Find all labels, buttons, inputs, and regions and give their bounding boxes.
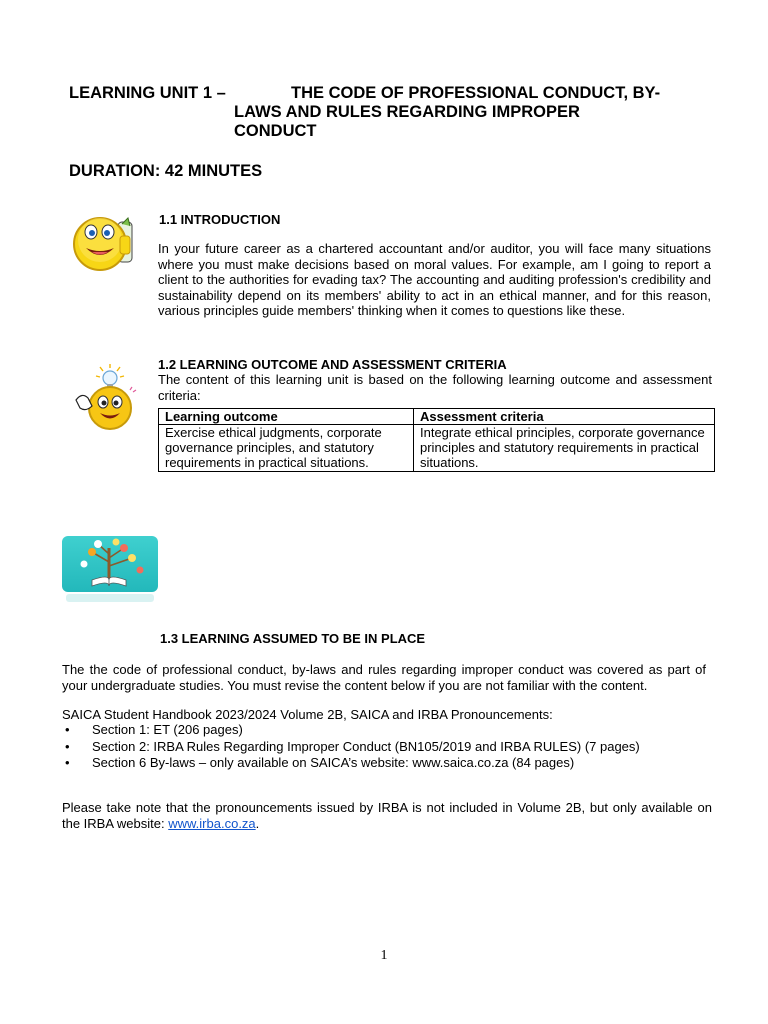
unit-title [234, 84, 714, 141]
table-row [159, 425, 715, 472]
title-line-3: CONDUCT [234, 122, 317, 140]
irba-note [62, 800, 712, 831]
irba-website-link[interactable]: www.irba.co.za [168, 815, 256, 831]
knowledge-tree-book-icon [62, 536, 158, 602]
learning-outcome-table [158, 408, 715, 472]
list-item [62, 739, 640, 756]
duration-heading: DURATION: 42 MINUTES [69, 162, 263, 180]
handbook-reference: SAICA Student Handbook 2023/2024 Volume 2B, SAICA and IRBA Pronouncements: [62, 707, 553, 722]
bullet-icon: • [65, 755, 70, 770]
section-1-2-body: The content of this learning unit is based on the following learning outcome and assessment criteria: [158, 372, 712, 403]
table-header-cell: Assessment criteria [414, 409, 715, 425]
title-line-2: LAWS AND RULES REGARDING IMPROPER [234, 103, 580, 121]
section-1-1-body: In your future career as a chartered accountant and/or auditor, you will face many situations where you must make decisions based on moral values. For example, am I going to report a client to the authorities for evading tax? The accounting and auditing profession's credibility and sustainability depend on its members' ability to act in an ethical manner, and for this reason, various principles guide members' thinking when it comes to questions like these. [158, 241, 711, 318]
section-1-1-heading: 1.1 INTRODUCTION [159, 212, 281, 227]
smiley-lightbulb-icon [72, 362, 138, 434]
resource-list [62, 722, 640, 772]
table-header-cell: Learning outcome [159, 409, 414, 425]
table-cell: Integrate ethical principles, corporate governance principles and statutory requirements in practical situations. [414, 425, 715, 472]
section-1-3-body: The the code of professional conduct, by-laws and rules regarding improper conduct was covered as part of your undergraduate studies. You must revise the content below if you are not familiar with the content. [62, 662, 706, 693]
bullet-icon: • [65, 722, 70, 737]
list-item [62, 722, 640, 739]
bullet-icon: • [65, 738, 70, 754]
irba-note-end: . [255, 815, 260, 831]
section-1-3-heading: 1.3 LEARNING ASSUMED TO BE IN PLACE [160, 631, 426, 646]
list-item [62, 755, 640, 772]
list-item-text: Section 2: IRBA Rules Regarding Improper Conduct (BN105/2019 and IRBA RULES) (7 pages) [92, 738, 640, 754]
smiley-face-icon [70, 212, 136, 272]
page-number: 1 [380, 948, 388, 963]
table-cell: Exercise ethical judgments, corporate governance principles, and statutory requirements in practical situations. [159, 425, 414, 472]
irba-note-text: Please take note that the pronouncements issued by IRBA is not included in Volume 2B, but only available on the IRBA website: [62, 800, 712, 831]
list-item-text: Section 1: ET (206 pages) [92, 722, 243, 737]
unit-label: LEARNING UNIT 1 – [69, 84, 226, 102]
section-1-2-heading: 1.2 LEARNING OUTCOME AND ASSESSMENT CRITERIA [158, 357, 507, 372]
table-header-row [159, 409, 715, 425]
list-item-text: Section 6 By-laws – only available on SAICA’s website: www.saica.co.za (84 pages) [92, 755, 575, 770]
title-line-1: THE CODE OF PROFESSIONAL CONDUCT, BY- [291, 84, 661, 102]
